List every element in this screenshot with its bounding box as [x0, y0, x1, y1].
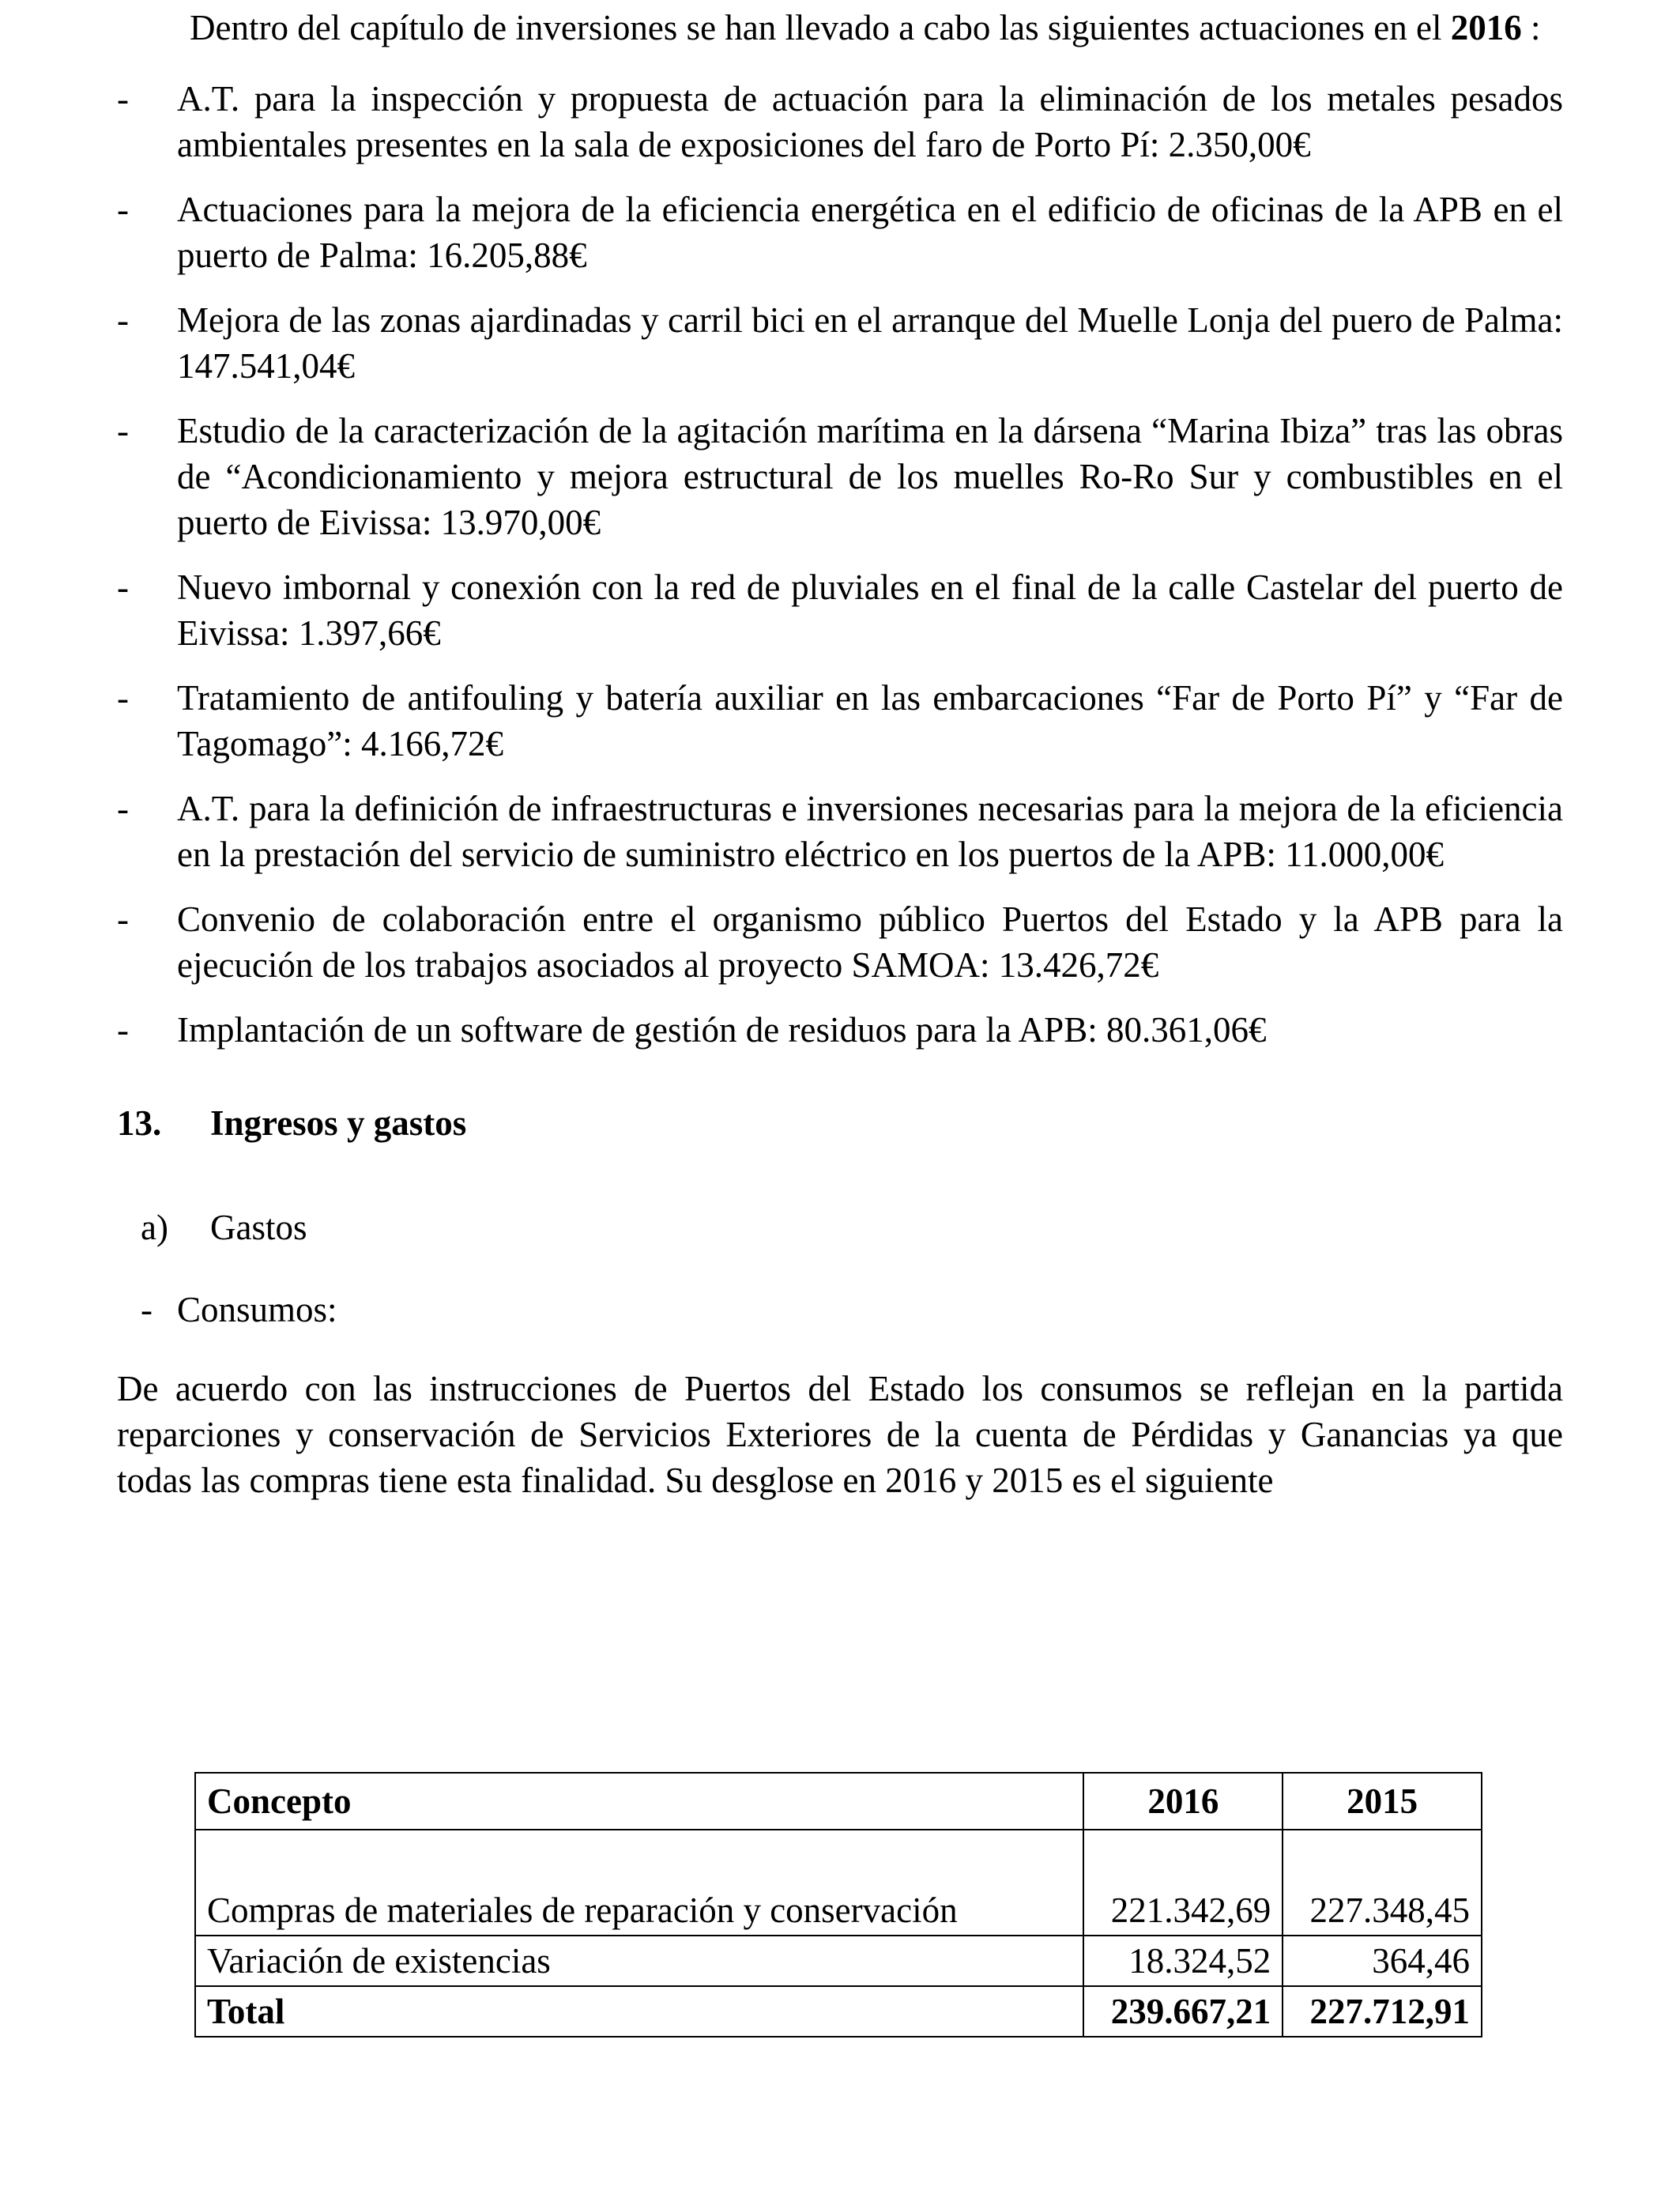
section-title: Ingresos y gastos [210, 1103, 467, 1143]
table-cell-empty [195, 1830, 1083, 1886]
bullet-dash: - [117, 789, 129, 828]
cell-2016: 221.342,69 [1083, 1886, 1283, 1936]
bullet-dash: - [117, 899, 129, 939]
list-item [117, 564, 1563, 656]
list-item-text: Implantación de un software de gestión de residuos para la APB: 80.361,06€ [177, 1010, 1267, 1050]
header-concepto: Concepto [195, 1773, 1083, 1830]
cell-total-label: Total [195, 1986, 1083, 2037]
bullet-dash: - [117, 190, 129, 229]
cell-concepto: Variación de existencias [195, 1936, 1083, 1986]
list-item [117, 786, 1563, 877]
list-item-text: A.T. para la inspección y propuesta de actuación para la eliminación de los metales pesados ambientales presentes en la sala de exposiciones del faro de Porto Pí: 2.350,00€ [177, 79, 1563, 164]
list-item [117, 1007, 1563, 1053]
table-cell-empty [1283, 1830, 1482, 1886]
cell-2015: 227.348,45 [1283, 1886, 1482, 1936]
table-row [195, 1886, 1482, 1936]
bullet-dash: - [117, 411, 129, 450]
list-item-text: Tratamiento de antifouling y batería auxiliar en las embarcaciones “Far de Porto Pí” y “Far de Tagomago”: 4.166,72€ [177, 678, 1563, 763]
subsection-heading [117, 1204, 1563, 1250]
consumos-table [194, 1772, 1482, 2038]
intro-paragraph [117, 5, 1563, 51]
header-2016: 2016 [1083, 1773, 1283, 1830]
intro-text: Dentro del capítulo de inversiones se han llevado a cabo las siguientes actuaciones en el [190, 8, 1451, 47]
table-cell-empty [1083, 1830, 1283, 1886]
list-item-text: Nuevo imbornal y conexión con la red de pluviales en el final de la calle Castelar del puerto de Eivissa: 1.397,66€ [177, 567, 1563, 653]
list-item-text: Actuaciones para la mejora de la eficiencia energética en el edificio de oficinas de la APB en el puerto de Palma: 16.205,88€ [177, 190, 1563, 275]
document-page [117, 5, 1563, 1503]
list-item [117, 408, 1563, 545]
cell-2015: 364,46 [1283, 1936, 1482, 1986]
list-item-text: Mejora de las zonas ajardinadas y carril bici en el arranque del Muelle Lonja del puero de Palma: 147.541,04€ [177, 300, 1563, 386]
cell-2016: 18.324,52 [1083, 1936, 1283, 1986]
bullet-dash: - [117, 79, 129, 119]
consumos-paragraph: De acuerdo con las instrucciones de Puertos del Estado los consumos se reflejan en la partida reparciones y conservación de Servicios Exteriores de la cuenta de Pérdidas y Ganancias ya que todas las compras tiene esta finalidad. Su desglose en 2016 y 2015 es el siguiente [117, 1369, 1563, 1500]
investments-list [117, 76, 1563, 1053]
bullet-dash: - [117, 678, 129, 718]
list-item [117, 297, 1563, 389]
cell-total-2015: 227.712,91 [1283, 1986, 1482, 2037]
intro-text-end: : [1521, 8, 1541, 47]
bullet-dash: - [117, 1010, 129, 1050]
consumos-item [117, 1287, 1563, 1333]
list-item [117, 675, 1563, 767]
list-item [117, 187, 1563, 278]
subsection-title: Gastos [210, 1208, 307, 1247]
consumos-label: Consumos: [177, 1290, 337, 1329]
list-item [117, 76, 1563, 168]
cell-total-2016: 239.667,21 [1083, 1986, 1283, 2037]
section-heading [117, 1100, 1563, 1146]
cell-concepto: Compras de materiales de reparación y conservación [195, 1886, 1083, 1936]
list-item [117, 896, 1563, 988]
table-row [195, 1936, 1482, 1986]
bullet-dash: - [117, 300, 129, 340]
list-item-text: A.T. para la definición de infraestructuras e inversiones necesarias para la mejora de la eficiencia en la prestación del servicio de suministro eléctrico en los puertos de la APB: 11.000,00€ [177, 789, 1563, 874]
subsection-letter: a) [141, 1208, 168, 1247]
table-spacer-row [195, 1830, 1482, 1886]
intro-year: 2016 [1450, 8, 1522, 47]
table-header-row [195, 1773, 1482, 1830]
section-number: 13. [117, 1103, 162, 1143]
table-total-row [195, 1986, 1482, 2037]
list-item-text: Convenio de colaboración entre el organismo público Puertos del Estado y la APB para la ejecución de los trabajos asociados al proyecto SAMOA: 13.426,72€ [177, 899, 1563, 985]
header-2015: 2015 [1283, 1773, 1482, 1830]
bullet-dash: - [117, 567, 129, 607]
list-item-text: Estudio de la caracterización de la agitación marítima en la dársena “Marina Ibiza” tras las obras de “Acondicionamiento y mejora estructural de los muelles Ro-Ro Sur y combustibles en el puerto de Eivissa: 13.970,00€ [177, 411, 1563, 542]
bullet-dash: - [141, 1290, 153, 1329]
